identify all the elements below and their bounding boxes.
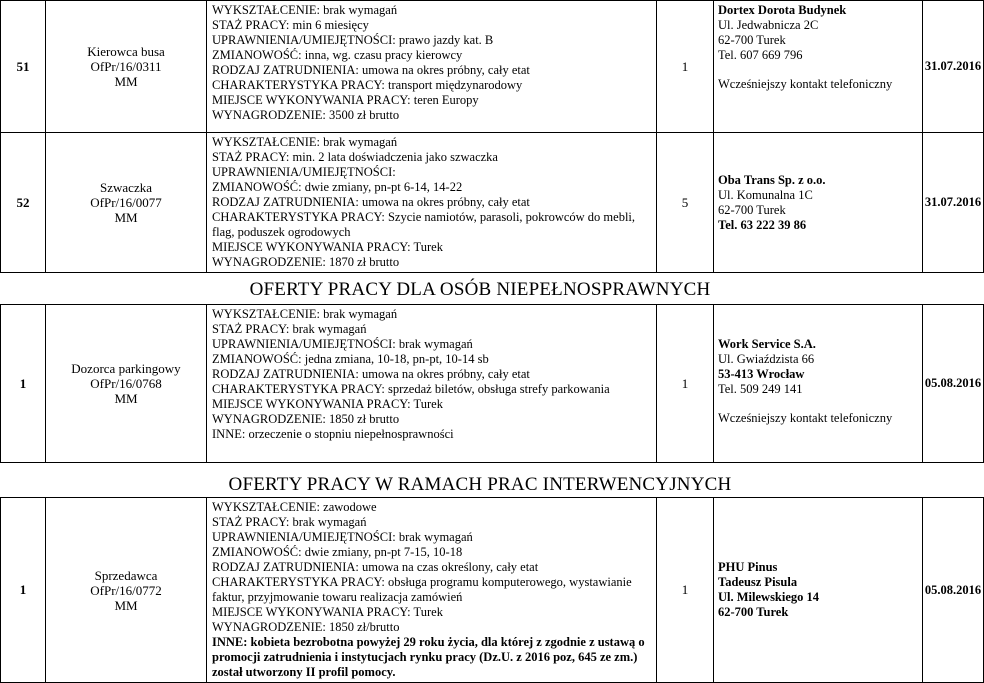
contact-note: Wcześniejszy kontakt telefoniczny: [718, 411, 893, 425]
employer-name: Work Service S.A.: [718, 337, 816, 351]
desc-line: WYNAGRODZENIE: 3500 zł brutto: [212, 108, 400, 122]
offer-code: OfPr/16/0768: [90, 376, 162, 391]
desc-line: ZMIANOWOŚĆ: inna, wg. czasu pracy kierowcy: [212, 48, 463, 62]
desc-line: STAŻ PRACY: min. 2 lata doświadczenia jako szwaczka: [212, 150, 498, 164]
table-row: [1, 305, 984, 463]
offer-title-cell: [46, 1, 207, 133]
desc-line: WYKSZTAŁCENIE: zawodowe: [212, 500, 377, 514]
table-row: [1, 133, 984, 273]
desc-line: RODZAJ ZATRUDNIENIA: umowa na okres próbny, cały etat: [212, 367, 530, 381]
employer-phone: Tel. 63 222 39 86: [718, 217, 807, 232]
employer-owner: Tadeusz Pisula: [718, 575, 798, 589]
employer-street: Ul. Gwiaździsta 66: [718, 352, 815, 366]
desc-line: INNE: kobieta bezrobotna powyżej 29 roku życia, dla której z zgodnie z ustawą o promocji zatrudnienia i instytucjach rynku pracy (Dz.U. z 2016 poz, 645 ze zm.) został utworzony II profil pomocy.: [212, 635, 645, 679]
offer-description: [207, 1, 657, 133]
offer-code: OfPr/16/0077: [90, 195, 162, 210]
desc-line: STAŻ PRACY: brak wymagań: [212, 515, 367, 529]
employer-street: Ul. Jedwabnicza 2C: [718, 18, 819, 32]
desc-line: CHARAKTERYSTYKA PRACY: obsługa programu komputerowego, wystawianie faktur, przyjmowanie towaru realizacja zamówień: [212, 575, 632, 604]
section-heading-intervention: OFERTY PRACY W RAMACH PRAC INTERWENCYJNYCH: [228, 474, 732, 495]
offer-count: 1: [657, 498, 714, 683]
desc-line: RODZAJ ZATRUDNIENIA: umowa na okres próbny, cały etat: [212, 63, 530, 77]
desc-line: WYKSZTAŁCENIE: brak wymagań: [212, 3, 398, 17]
employer-name: Dortex Dorota Budynek: [718, 3, 847, 17]
desc-line: STAŻ PRACY: min 6 miesięcy: [212, 18, 369, 32]
desc-line: STAŻ PRACY: brak wymagań: [212, 322, 367, 336]
offer-code: OfPr/16/0311: [90, 59, 162, 74]
desc-line: WYKSZTAŁCENIE: brak wymagań: [212, 135, 398, 149]
offer-title: Dozorca parkingowy: [71, 361, 181, 376]
desc-line: ZMIANOWOŚĆ: dwie zmiany, pn-pt 6-14, 14-22: [212, 180, 463, 194]
offer-number: 1: [1, 498, 46, 683]
employer-cell: [714, 305, 923, 463]
desc-line: UPRAWNIENIA/UMIEJĘTNOŚCI: brak wymagań: [212, 530, 473, 544]
offer-title: Szwaczka: [100, 180, 152, 195]
section-heading-disabled: OFERTY PRACY DLA OSÓB NIEPEŁNOSPRAWNYCH: [249, 279, 711, 300]
desc-line: CHARAKTERYSTYKA PRACY: transport międzynarodowy: [212, 78, 523, 92]
offer-title-cell: [46, 305, 207, 463]
desc-line: WYNAGRODZENIE: 1850 zł brutto: [212, 412, 400, 426]
offer-number: 1: [1, 305, 46, 463]
offer-number: 51: [1, 1, 46, 133]
employer-city: 53-413 Wrocław: [718, 367, 805, 381]
offer-tag: MM: [114, 391, 138, 406]
desc-line: CHARAKTERYSTYKA PRACY: sprzedaż biletów, obsługa strefy parkowania: [212, 382, 610, 396]
offer-tag: MM: [114, 74, 138, 89]
employer-city: 62-700 Turek: [718, 33, 786, 47]
desc-line: ZMIANOWOŚĆ: jedna zmiana, 10-18, pn-pt, 10-14 sb: [212, 352, 489, 366]
employer-phone: Tel. 607 669 796: [718, 48, 803, 62]
offer-code: OfPr/16/0772: [90, 582, 162, 598]
desc-line: RODZAJ ZATRUDNIENIA: umowa na okres próbny, cały etat: [212, 195, 530, 209]
desc-line: ZMIANOWOŚĆ: dwie zmiany, pn-pt 7-15, 10-18: [212, 545, 463, 559]
desc-line: UPRAWNIENIA/UMIEJĘTNOŚCI:: [212, 165, 396, 179]
offer-title: Kierowca busa: [87, 44, 165, 59]
employer-name: Oba Trans Sp. z o.o.: [718, 172, 826, 187]
offer-description: [207, 133, 657, 273]
offers-table-disabled: [0, 304, 984, 463]
employer-name: PHU Pinus: [718, 560, 778, 574]
offer-count: 5: [657, 133, 714, 273]
offer-count: 1: [657, 1, 714, 133]
desc-line: MIEJSCE WYKONYWANIA PRACY: Turek: [212, 397, 443, 411]
employer-cell: [714, 133, 923, 273]
contact-note: Wcześniejszy kontakt telefoniczny: [718, 77, 893, 91]
employer-phone: Tel. 509 249 141: [718, 382, 803, 396]
offer-title-cell: [46, 133, 207, 273]
employer-city: 62-700 Turek: [718, 605, 789, 619]
offer-count: 1: [657, 305, 714, 463]
table-row: [1, 1, 984, 133]
offer-date: 31.07.2016: [923, 1, 984, 133]
employer-cell: [714, 498, 923, 683]
offer-date: 05.08.2016: [923, 498, 984, 683]
offer-title: Sprzedawca: [94, 567, 158, 583]
offer-description: [207, 305, 657, 463]
offers-table-top: [0, 0, 984, 273]
offer-date: 05.08.2016: [923, 305, 984, 463]
employer-city: 62-700 Turek: [718, 202, 786, 217]
desc-line: UPRAWNIENIA/UMIEJĘTNOŚCI: prawo jazdy kat. B: [212, 33, 494, 47]
desc-line: MIEJSCE WYKONYWANIA PRACY: teren Europy: [212, 93, 479, 107]
employer-street: Ul. Komunalna 1C: [718, 187, 813, 202]
offer-tag: MM: [114, 210, 138, 225]
desc-line: WYKSZTAŁCENIE: brak wymagań: [212, 307, 398, 321]
desc-line: MIEJSCE WYKONYWANIA PRACY: Turek: [212, 240, 443, 254]
offer-date: 31.07.2016: [923, 133, 984, 273]
desc-line: CHARAKTERYSTYKA PRACY: Szycie namiotów, parasoli, pokrowców do mebli, flag, poduszek ogrodowych: [212, 210, 636, 239]
desc-line: RODZAJ ZATRUDNIENIA: umowa na czas określony, cały etat: [212, 560, 539, 574]
desc-line: MIEJSCE WYKONYWANIA PRACY: Turek: [212, 605, 443, 619]
desc-line: UPRAWNIENIA/UMIEJĘTNOŚCI: brak wymagań: [212, 337, 473, 351]
offer-tag: MM: [114, 597, 138, 613]
table-row: [1, 498, 984, 683]
employer-cell: [714, 1, 923, 133]
desc-line: INNE: orzeczenie o stopniu niepełnosprawności: [212, 427, 454, 441]
offer-title-cell: [46, 498, 207, 683]
offer-number: 52: [1, 133, 46, 273]
offers-table-intervention: [0, 497, 984, 683]
desc-line: WYNAGRODZENIE: 1870 zł brutto: [212, 255, 400, 269]
employer-street: Ul. Milewskiego 14: [718, 590, 820, 604]
desc-line: WYNAGRODZENIE: 1850 zł/brutto: [212, 620, 400, 634]
offer-description: [207, 498, 657, 683]
